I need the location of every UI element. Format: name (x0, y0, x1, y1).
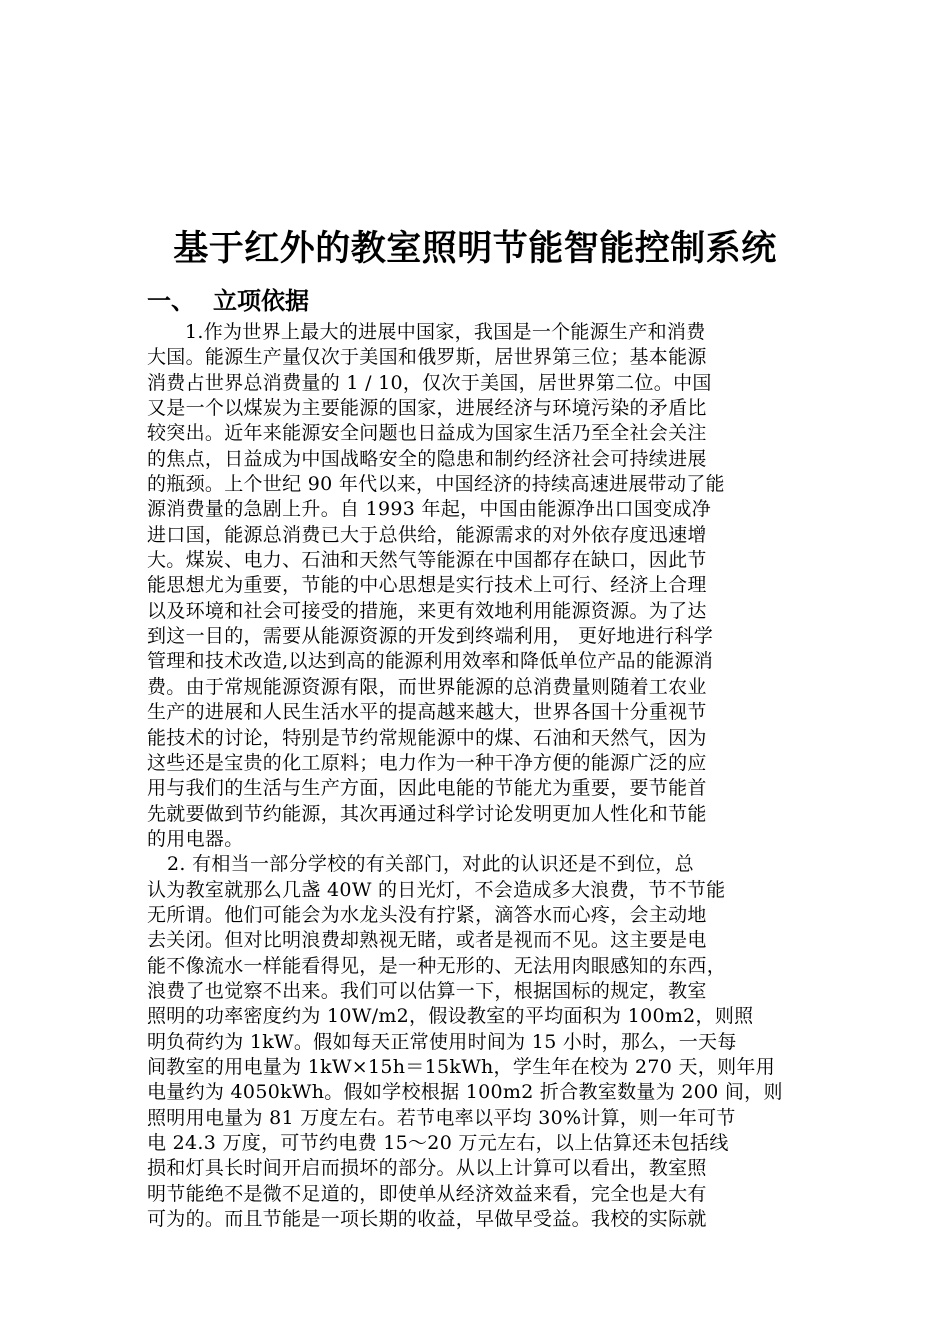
paragraph-line: 能技术的讨论，特别是节约常规能源中的煤、石油和天然气，因为 (147, 726, 707, 749)
paragraph-line: 电量约为 4050kWh。假如学校根据 100m2 折合教室数量为 200 间，则 (147, 1081, 783, 1104)
paragraph-line: 损和灯具长时间开启而损坏的部分。从以上计算可以看出，教室照 (147, 1157, 707, 1180)
paragraph-line: 大国。能源生产量仅次于美国和俄罗斯，居世界第三位；基本能源 (147, 346, 707, 369)
paragraph-line: 照明用电量为 81 万度左右。若节电率以平均 30%计算，则一年可节 (147, 1106, 736, 1129)
paragraph-line: 明负荷约为 1kW。假如每天正常使用时间为 15 小时，那么，一天每 (147, 1030, 737, 1053)
paragraph-line: 能思想尤为重要，节能的中心思想是实行技术上可行、经济上合理 (147, 574, 707, 597)
paragraph-line: 认为教室就那么几盏 40W 的日光灯，不会造成多大浪费，节不节能 (147, 878, 726, 901)
paragraph-line: 用与我们的生活与生产方面，因此电能的节能尤为重要，要节能首 (147, 777, 707, 800)
document-title: 基于红外的教室照明节能智能控制系统 (173, 229, 777, 269)
paragraph-line: 这些还是宝贵的化工原料；电力作为一种干净方便的能源广泛的应 (147, 751, 707, 774)
paragraph-line: 间教室的用电量为 1kW×15h＝15kWh，学生年在校为 270 天，则年用 (147, 1055, 776, 1078)
paragraph-line: 的用电器。 (147, 827, 244, 850)
paragraph-line: 的瓶颈。上个世纪 90 年代以来，中国经济的持续高速进展带动了能 (147, 473, 725, 496)
paragraph-line: 1.作为世界上最大的进展中国家，我国是一个能源生产和消费 (185, 321, 706, 343)
paragraph-line: 消费占世界总消费量的 1 / 10，仅次于美国，居世界第二位。中国 (147, 371, 712, 394)
paragraph-line: 费。由于常规能源资源有限，而世界能源的总消费量则随着工农业 (147, 675, 707, 698)
paragraph-line: 可为的。而且节能是一项长期的收益，早做早受益。我校的实际就 (147, 1208, 707, 1231)
section-number: 一、 (147, 287, 195, 315)
paragraph-line: 以及环境和社会可接受的措施，来更有效地利用能源资源。为了达 (147, 599, 707, 622)
paragraph-line: 管理和技术改造,以达到高的能源利用效率和降低单位产品的能源消 (147, 650, 714, 673)
section-heading (147, 284, 309, 318)
paragraph-line: 到这一目的，需要从能源资源的开发到终端利用， 更好地进行科学 (147, 625, 714, 648)
section-heading-text: 立项依据 (213, 287, 309, 315)
paragraph-line: 先就要做到节约能源，其次再通过科学讨论发明更加人性化和节能 (147, 802, 707, 825)
paragraph-line: 源消费量的急剧上升。自 1993 年起，中国由能源净出口国变成净 (147, 498, 712, 521)
paragraph-line: 电 24.3 万度，可节约电费 15～20 万元左右，以上估算还未包括线 (147, 1132, 729, 1154)
paragraph-line: 无所谓。他们可能会为水龙头没有拧紧，滴答水而心疼，会主动地 (147, 903, 707, 926)
paragraph-line: 明节能绝不是微不足道的，即使单从经济效益来看，完全也是大有 (147, 1182, 707, 1205)
paragraph-line: 较突出。近年来能源安全问题也日益成为国家生活乃至全社会关注 (147, 422, 707, 445)
paragraph-line: 又是一个以煤炭为主要能源的国家，进展经济与环境污染的矛盾比 (147, 397, 707, 420)
body-text (147, 320, 807, 1232)
paragraph-line: 2. 有相当一部分学校的有关部门，对此的认识还是不到位，总 (167, 853, 694, 876)
paragraph-line: 进口国，能源总消费已大于总供给，能源需求的对外依存度迅速增 (147, 523, 707, 546)
paragraph-line: 浪费了也觉察不出来。我们可以估算一下，根据国标的规定，教室 (147, 979, 707, 1002)
paragraph-line: 照明的功率密度约为 10W/m2，假设教室的平均面积为 100m2，则照 (147, 1005, 754, 1028)
paragraph-line: 的焦点，日益成为中国战略安全的隐患和制约经济社会可持续进展 (147, 447, 707, 470)
paragraph-line: 能不像流水一样能看得见，是一种无形的、无法用肉眼感知的东西， (147, 954, 727, 977)
paragraph-line: 大。煤炭、电力、石油和天然气等能源在中国都存在缺口，因此节 (147, 549, 707, 572)
paragraph-line: 去关闭。但对比明浪费却熟视无睹，或者是视而不见。这主要是电 (147, 929, 707, 952)
paragraph-line: 生产的进展和人民生活水平的提高越来越大，世界各国十分重视节 (147, 701, 707, 724)
